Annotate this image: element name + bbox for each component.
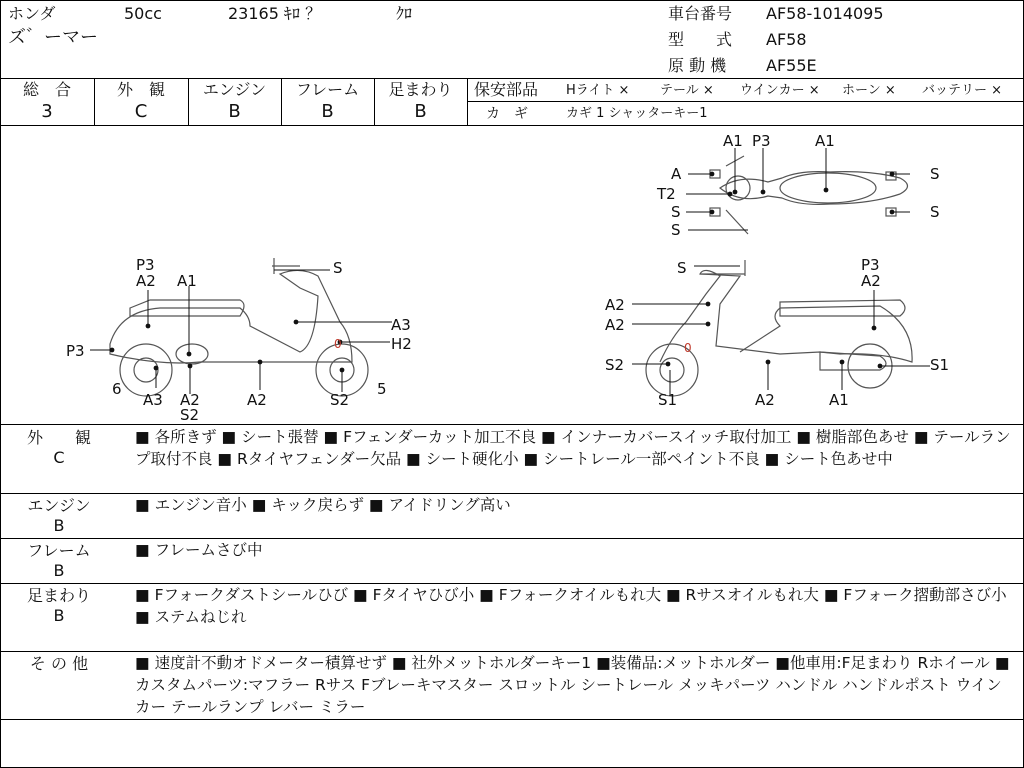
diagram-label: S [333,259,343,277]
section-label: エンジン [27,496,91,515]
diagram-label: A2 [247,391,267,409]
diagram-label: A1 [177,272,197,290]
section-grade: B [53,561,65,580]
section-text: ■ Fフォークダストシールひび ■ Fタイヤひび小 ■ Fフォークオイルもれ大 ■ Rサスオイルもれ大 ■ Fフォーク摺動部さび小 ■ ステムねじれ [135,586,1007,626]
frame-no-label: 車台番号 [668,4,733,23]
section-text: ■ フレームさび中 [135,541,263,559]
diagram-label: S2 [605,356,625,374]
diagram-label: S [677,259,687,277]
diagram-label: A2 [136,272,156,290]
divider [0,719,1024,720]
color: ｸﾛ [396,4,413,23]
exterior-label: 外 観 [116,80,165,99]
diagram-label: P3 [752,132,771,150]
diagram-label: P3 [861,256,880,274]
diagram-label: A2 [605,296,625,314]
frame-grade-label: フレーム [295,80,360,99]
diagram-label: A3 [143,391,163,409]
section-label: フレーム [27,541,91,560]
divider [0,424,1024,425]
safety-headlight: Hライト × [566,83,630,98]
suspension-grade: B [414,101,427,122]
diagram-label: S [930,203,940,221]
diagram-label: S1 [930,356,950,374]
diagram-label: 6 [112,380,122,398]
diagram-label: S [671,221,681,239]
maker: ホンダ [8,4,56,23]
divider [468,101,1024,102]
engine-grade: B [228,101,241,122]
diagram-label: S [671,203,681,221]
type-value: AF58 [766,30,807,49]
frame-no: AF58-1014095 [766,4,884,23]
safety-horn: ホーン × [842,83,896,98]
diagram-label: S [930,165,940,183]
frame-grade: B [321,101,334,122]
section-text: ■ 速度計不動オドメーター積算せず ■ 社外メットホルダーキー1 ■装備品:メットホルダー ■他車用:F足まわり Rホイール ■カスタムパーツ:マフラー Rサス Fブレーキマスター スロットル シートレール メッキパーツ ハンドル ハンドルポスト ウインカー テールランプ レバー ミラー [135,654,1010,716]
exterior-grade: C [134,101,148,122]
section-label: 足まわり [26,586,91,605]
type-label: 型 式 [668,30,733,49]
safety-battery: バッテリー × [922,83,1003,98]
diagram-label: A1 [723,132,743,150]
section-grade: B [53,606,65,625]
safety-tail: テール × [660,83,714,98]
section-text: ■ 各所きず ■ シート張替 ■ Fフェンダーカット加工不良 ■ インナーカバースイッチ取付加工 ■ 樹脂部色あせ ■ テールランプ取付不良 ■ Rタイヤフェンダー欠品 ■ シート硬化小 ■ シートレール一部ペイント不良 ■ シート色あせ中 [135,428,1011,468]
diagram-label: A2 [755,391,775,409]
mileage: 23165 ｷﾛ ？ [228,4,322,23]
overall-grade: 3 [41,101,53,122]
diagram-label: T2 [657,185,676,203]
diagram-label: A2 [180,391,200,409]
key-value: カギ 1 シャッターキー1 [566,106,708,121]
divider [467,78,468,125]
diagram-label: S2 [330,391,350,409]
displacement: 50cc [124,4,162,23]
engine-grade-label: エンジン [202,80,267,99]
engine-label: 原 動 機 [668,56,727,75]
top-view-scooter [710,156,908,234]
diagram-label: H2 [391,335,412,353]
diagram-label: A1 [829,391,849,409]
diagram-label: P3 [66,342,85,360]
diagram-label: A3 [391,316,411,334]
section-grade: C [53,448,65,467]
red-mark: 0 [334,337,342,351]
diagram-label: S1 [658,391,678,409]
engine-value: AF55E [766,56,817,75]
diagram-label: A2 [605,316,625,334]
overall-label: 総 合 [22,80,71,99]
suspension-grade-label: 足まわり [388,80,453,99]
safety-label: 保安部品 [474,80,539,99]
section-text: ■ エンジン音小 ■ キック戻らず ■ アイドリング高い [135,496,511,514]
model-name: ズ゛ーマー [8,27,98,48]
section-label: 外 観 [26,428,91,447]
diagram-label: P3 [136,256,155,274]
section-grade: B [53,516,65,535]
section-label: そ の 他 [29,654,89,673]
diagram-label: A2 [861,272,881,290]
diagram-label: A1 [815,132,835,150]
safety-winker: ウインカー × [740,83,820,98]
key-label: カ ギ [486,106,528,122]
diagram-label: A [671,165,682,183]
diagram-label: S2 [180,406,200,424]
divider [0,78,1024,79]
red-mark: 0 [684,341,692,355]
diagram-label: 5 [377,380,387,398]
